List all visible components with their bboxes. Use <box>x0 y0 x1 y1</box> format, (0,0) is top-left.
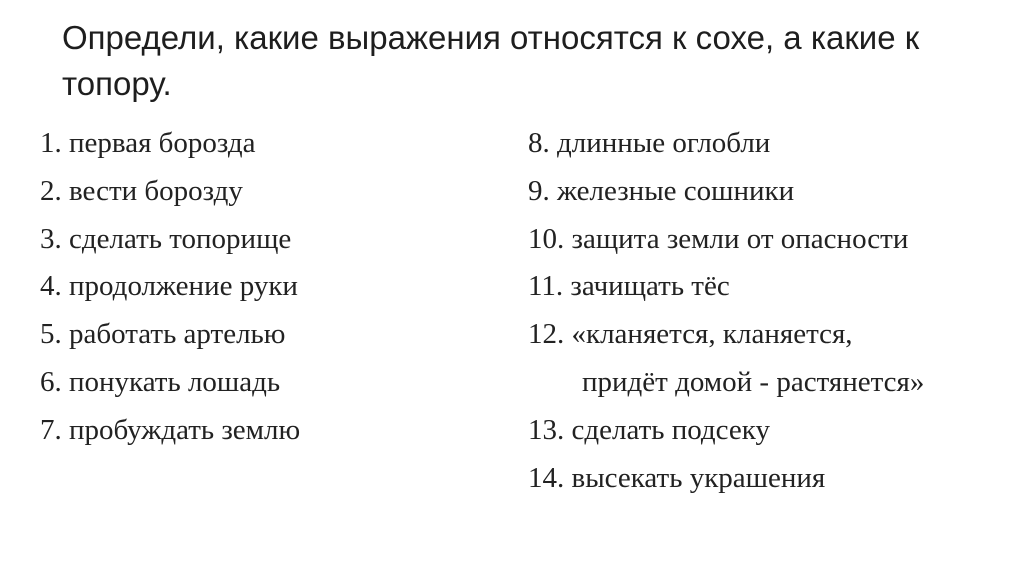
slide-title: Определи, какие выражения относятся к сохе, а какие к топору. <box>62 19 920 102</box>
list-item: 11. зачищать тёс <box>528 270 730 303</box>
list-item: 7. пробуждать землю <box>40 413 301 446</box>
left-expression-list <box>40 120 480 455</box>
list-item: 4. продолжение руки <box>40 270 298 303</box>
list-item: 2. вести борозду <box>40 174 243 207</box>
list-item-continuation: придёт домой - растянется» <box>582 365 925 398</box>
list-item: 6. понукать лошадь <box>40 365 281 398</box>
list-item: 5. работать артелью <box>40 318 286 351</box>
list-item: 14. высекать украшения <box>528 461 826 494</box>
list-item: 8. длинные оглобли <box>528 127 771 159</box>
list-item: 12. «кланяется, кланяется, <box>528 318 853 351</box>
list-item: 3. сделать топорище <box>40 222 292 255</box>
right-expression-list <box>528 120 1008 502</box>
list-item: 9. железные сошники <box>528 174 795 207</box>
list-item: 10. защита земли от опасности <box>528 222 909 255</box>
list-item: 1. первая борозда <box>40 127 256 159</box>
list-item: 13. сделать подсеку <box>528 413 770 446</box>
